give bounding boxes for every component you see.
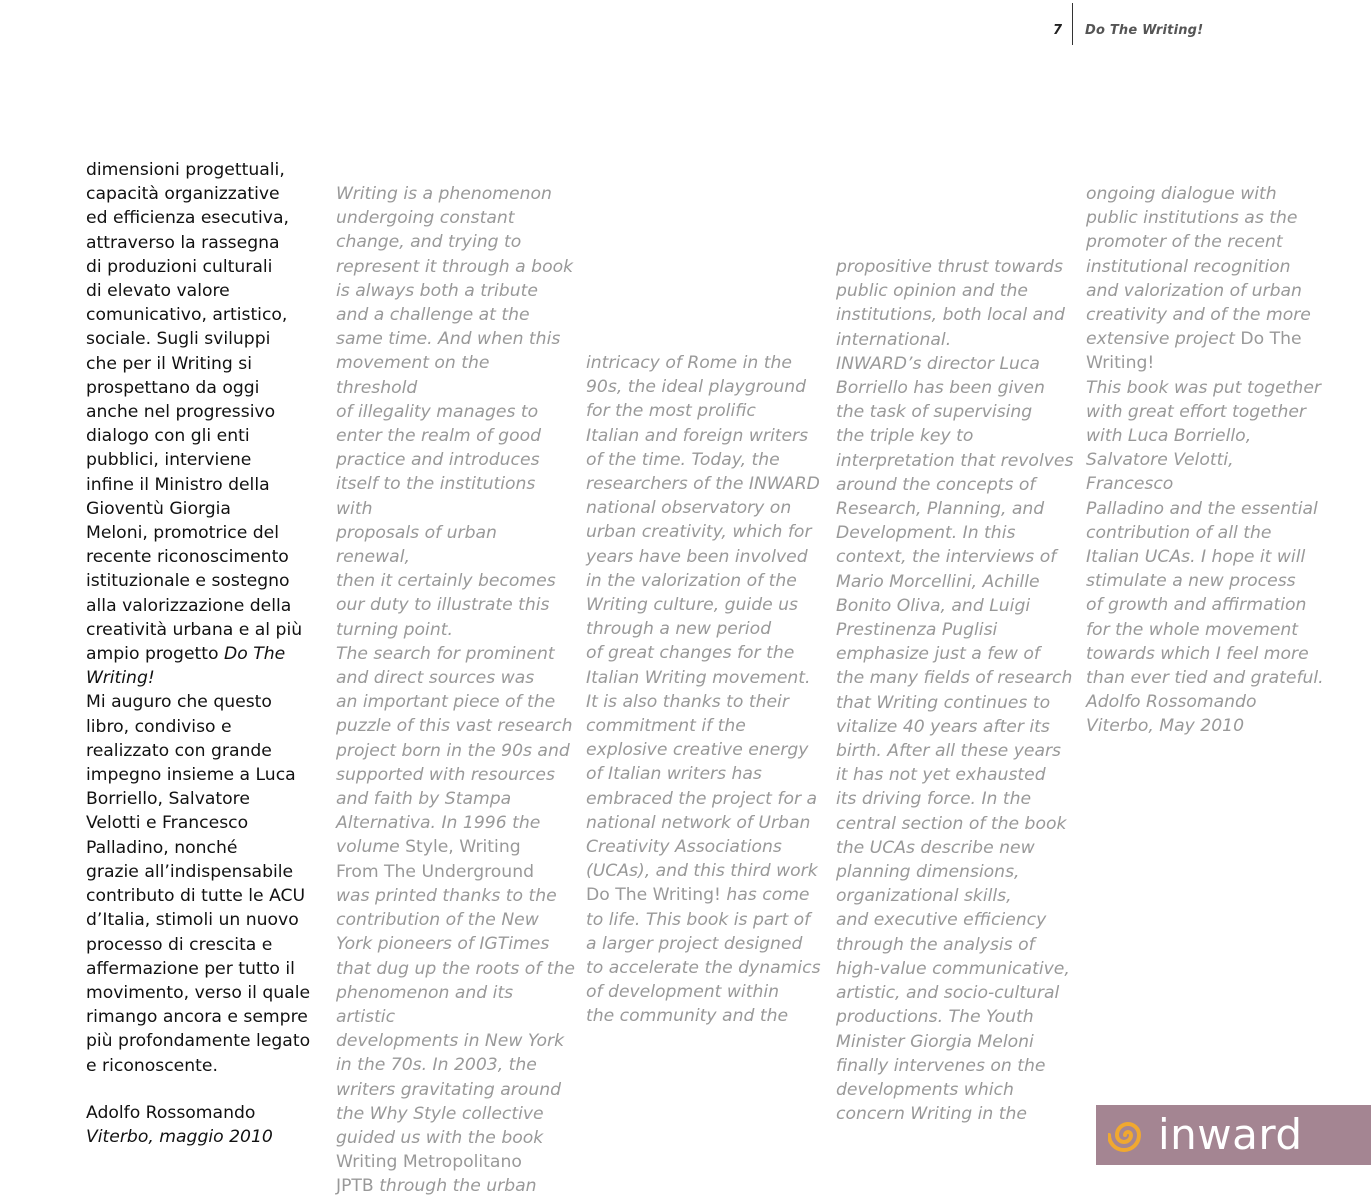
header-divider [1072, 3, 1073, 45]
english-text-part: was printed thanks to the contribution of the New York pioneers of IGTimes that dug up the roots of the phenomenon and its artistic developments in New York in the 70s. In 2003, the writers gravitating around the Why Style collective guided us with the book [336, 885, 575, 1148]
signature-name: Adolfo Rossomando [1086, 692, 1257, 712]
english-text-part: ongoing dialogue with public institutions as the promoter of the recent institutional recognition and valorization of urban creativity and of the more extensive project [1086, 184, 1311, 350]
signature-place-date: Viterbo, May 2010 [1086, 716, 1245, 737]
italian-signature [86, 1101, 273, 1149]
signature-name: Adolfo Rossomando [86, 1103, 256, 1123]
english-text-part: through the urban [373, 1176, 537, 1197]
inward-logo [1096, 1105, 1371, 1165]
italian-text-part: Mi auguro che questo libro, condiviso e realizzato con grande impegno insieme a Luca Borriello, Salvatore Velotti e Francesco Palladino, nonché grazie all’indispensabile contributo di tutte le ACU d’Italia, stimoli un nuovo processo di crescita e affermazione per tutto il movimento, verso il quale rimango ancora e sempre più profondamente legato e riconoscente. [86, 692, 311, 1076]
italian-text-column [86, 158, 326, 1078]
english-book-title: Writing Metropolitano JPTB [336, 1152, 522, 1197]
english-text-column-2 [586, 351, 826, 1029]
signature-place-date: Viterbo, maggio 2010 [86, 1127, 273, 1148]
spiral-icon [1108, 1115, 1148, 1155]
page-number: 7 [1052, 22, 1062, 38]
english-book-title: Style, Writing From The Underground [336, 837, 535, 882]
english-text-column-4 [1086, 182, 1326, 690]
english-signature [1086, 690, 1256, 738]
english-text-part: Writing is a phenomenon undergoing constant change, and trying to represent it through a book is always both a tribute and a challenge at the same time. And when this movement on the threshold of illegality manages to enter the realm of good practice and introduces itself to the institutions with proposals of urban renewal, then it certainly becomes our duty to illustrate this turning point. The search for prominent and direct sources was an important piece of the puzzle of this vast research project born in the 90s and supported with resources and faith by Stampa Alternativa. In 1996 the volume [336, 184, 574, 858]
english-text-part: This book was put together with great effort together with Luca Borriello, Salvatore Velotti, Francesco Palladino and the essential contribution of all the Italian UCAs. I hope it will stimulate a new process of growth and affirmation for the whole movement towards which I feel more than ever tied and grateful. [1086, 377, 1324, 689]
english-book-title: Do The Writing! [586, 885, 721, 906]
english-text-part: has come to life. This book is part of a larger project designed to accelerate the dynamics of development within the community and the [586, 885, 821, 1027]
english-book-title: Do The Writing! [1086, 329, 1302, 374]
english-text-column-3: propositive thrust towards public opinion and the institutions, both local and international. INWARD’s director Luca Borriello has been given the task of supervising the triple key to interpretation that revolves around the concepts of Research, Planning, and Development. In this context, the interviews of Mario Morcellini, Achille Bonito Oliva, and Luigi Prestinenza Puglisi emphasize just a few of the many fields of research that Writing continues to vitalize 40 years after its birth. After all these years it has not yet exhausted its driving force. In the central section of the book the UCAs describe new planning dimensions, organizational skills, and executive efficiency through the analysis of high-value communicative, artistic, and socio-cultural productions. The Youth Minister Giorgia Meloni finally intervenes on the developments which concern Writing in the [836, 257, 1074, 1125]
english-text-part: intricacy of Rome in the 90s, the ideal playground for the most prolific Italian and foreign writers of the time. Today, the researchers of the INWARD national observatory on urban creativity, which for years have been involved in the valorization of the Writing culture, guide us through a new period of great changes for the Italian Writing movement. It is also thanks to their commitment if the explosive creative energy of Italian writers has embraced the project for a national network of Urban Creativity Associations (UCAs), and this third work [586, 353, 820, 882]
logo-wordmark: inward [1158, 1110, 1303, 1159]
italian-book-title: Do The Writing! [86, 644, 286, 689]
running-title: Do The Writing! [1085, 22, 1204, 38]
english-text-column-1 [336, 182, 576, 1199]
italian-text-part: dimensioni progettuali, capacità organizzative ed efficienza esecutiva, attraverso la rassegna di produzioni culturali di elevato valore comunicativo, artistico, sociale. Sugli sviluppi che per il Writing si prospettano da oggi anche nel progressivo dialogo con gli enti pubblici, interviene infine il Ministro della Gioventù Giorgia Meloni, promotrice del recente riconoscimento istituzionale e sostegno alla valorizzazione della creatività urbana e al più ampio progetto [86, 160, 303, 665]
running-header [1040, 18, 1203, 42]
